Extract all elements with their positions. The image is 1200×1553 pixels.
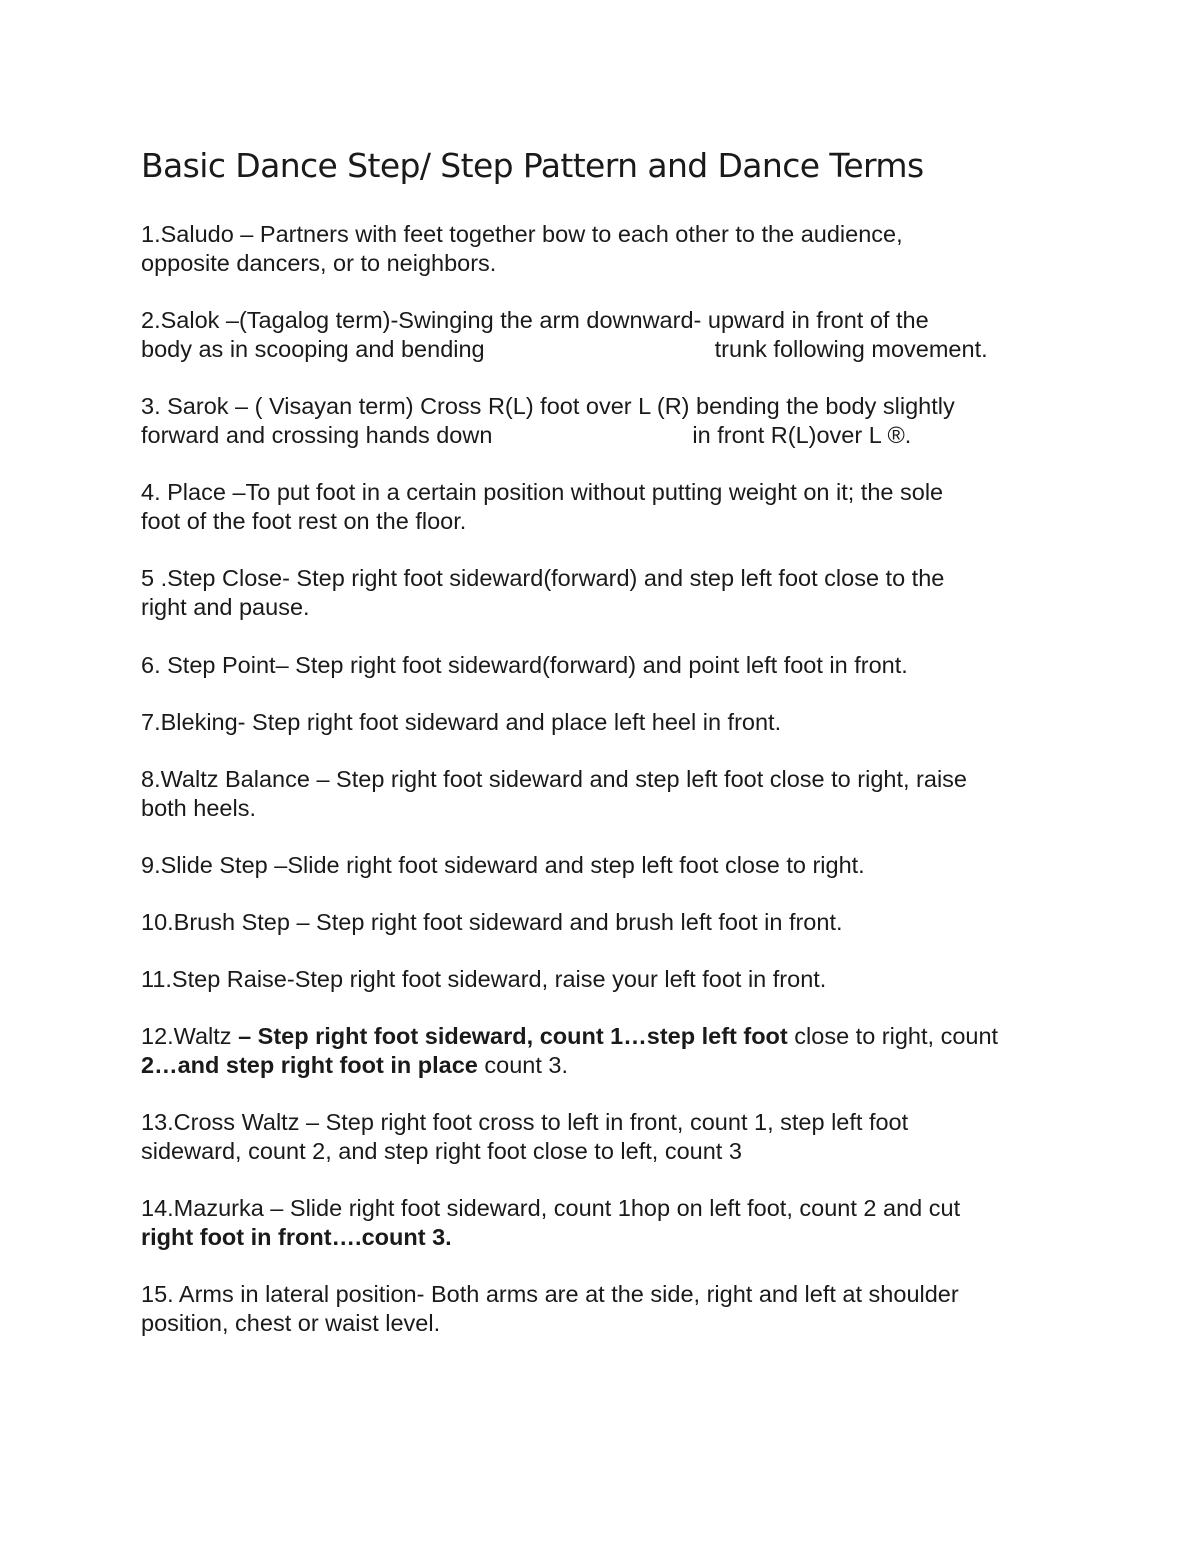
dance-term-8 — [141, 765, 1051, 823]
text-segment: 2.Salok –(Tagalog term)-Swinging the arm downward- upward in front of the — [141, 307, 929, 333]
dance-term-7 — [141, 708, 1051, 737]
dance-term-line — [141, 220, 1051, 249]
text-segment: forward and crossing hands down — [141, 422, 493, 448]
dance-term-line — [141, 1223, 1051, 1252]
dance-term-3 — [141, 392, 1051, 450]
dance-term-line — [141, 1051, 1051, 1080]
text-segment: in front R(L)over L ®. — [692, 422, 912, 448]
dance-term-line — [141, 421, 1051, 450]
dance-term-line — [141, 1309, 1051, 1338]
text-segment: position, chest or waist level. — [141, 1310, 441, 1336]
text-segment: 3. Sarok – ( Visayan term) Cross R(L) foot over L (R) bending the body slightly — [141, 393, 955, 419]
bold-text: right foot in front….count 3. — [141, 1224, 452, 1250]
dance-term-line — [141, 249, 1051, 278]
dance-term-2 — [141, 306, 1051, 364]
text-segment: trunk following movement. — [714, 336, 988, 362]
dance-term-line — [141, 478, 1051, 507]
text-segment: close to right, count — [787, 1023, 999, 1049]
text-segment: foot of the foot rest on the floor. — [141, 508, 467, 534]
text-segment: 8.Waltz Balance – Step right foot sideward and step left foot close to right, raise — [141, 766, 967, 792]
dance-term-line — [141, 306, 1051, 335]
text-segment: 12.Waltz — [141, 1023, 239, 1049]
text-segment: 5 .Step Close- Step right foot sideward(forward) and step left foot close to the — [141, 565, 945, 591]
dance-term-14 — [141, 1194, 1051, 1252]
dance-term-line — [141, 564, 1051, 593]
dance-term-11 — [141, 965, 1051, 994]
dance-term-line — [141, 708, 1051, 737]
dance-term-line — [141, 1137, 1051, 1166]
dance-term-line — [141, 392, 1051, 421]
dance-term-line — [141, 851, 1051, 880]
dance-term-line — [141, 765, 1051, 794]
dance-term-line — [141, 1280, 1051, 1309]
text-segment: 9.Slide Step –Slide right foot sideward and step left foot close to right. — [141, 852, 865, 878]
text-segment: 1.Saludo – Partners with feet together bow to each other to the audience, — [141, 221, 903, 247]
dance-term-4 — [141, 478, 1051, 536]
dance-term-15 — [141, 1280, 1051, 1338]
bold-text: – Step right foot sideward, count 1…step left foot — [238, 1023, 788, 1049]
dance-term-line — [141, 507, 1051, 536]
text-segment: count 3. — [477, 1052, 569, 1078]
dance-term-6 — [141, 651, 1051, 680]
text-segment: 11.Step Raise-Step right foot sideward, raise your left foot in front. — [141, 966, 827, 992]
dance-term-line — [141, 651, 1051, 680]
text-segment: sideward, count 2, and step right foot close to left, count 3 — [141, 1138, 742, 1164]
dance-term-line — [141, 908, 1051, 937]
dance-term-5 — [141, 564, 1051, 622]
text-segment: 6. Step Point– Step right foot sideward(forward) and point left foot in front. — [141, 652, 908, 678]
text-segment: 14.Mazurka – Slide right foot sideward, count 1hop on left foot, count 2 and cut — [141, 1195, 961, 1221]
text-segment: 7.Bleking- Step right foot sideward and place left heel in front. — [141, 709, 782, 735]
dance-term-line — [141, 593, 1051, 622]
text-segment: 4. Place –To put foot in a certain position without putting weight on it; the sole — [141, 479, 944, 505]
dance-term-12 — [141, 1022, 1051, 1080]
dance-term-line — [141, 335, 1051, 364]
dance-term-9 — [141, 851, 1051, 880]
dance-term-1 — [141, 220, 1051, 278]
dance-term-line — [141, 794, 1051, 823]
dance-term-line — [141, 1108, 1051, 1137]
dance-term-10 — [141, 908, 1051, 937]
dance-term-line — [141, 1194, 1051, 1223]
dance-term-line — [141, 1022, 1051, 1051]
text-segment: opposite dancers, or to neighbors. — [141, 250, 497, 276]
bold-text: 2…and step right foot in place — [141, 1052, 478, 1078]
text-segment: 13.Cross Waltz – Step right foot cross to left in front, count 1, step left foot — [141, 1109, 909, 1135]
text-segment: body as in scooping and bending — [141, 336, 485, 362]
text-segment: 10.Brush Step – Step right foot sideward and brush left foot in front. — [141, 909, 843, 935]
page-title: Basic Dance Step/ Step Pattern and Dance Terms — [141, 146, 924, 185]
text-segment: 15. Arms in lateral position- Both arms are at the side, right and left at shoulder — [141, 1281, 959, 1307]
dance-term-line — [141, 965, 1051, 994]
text-segment: right and pause. — [141, 594, 310, 620]
dance-term-13 — [141, 1108, 1051, 1166]
text-segment: both heels. — [141, 795, 256, 821]
